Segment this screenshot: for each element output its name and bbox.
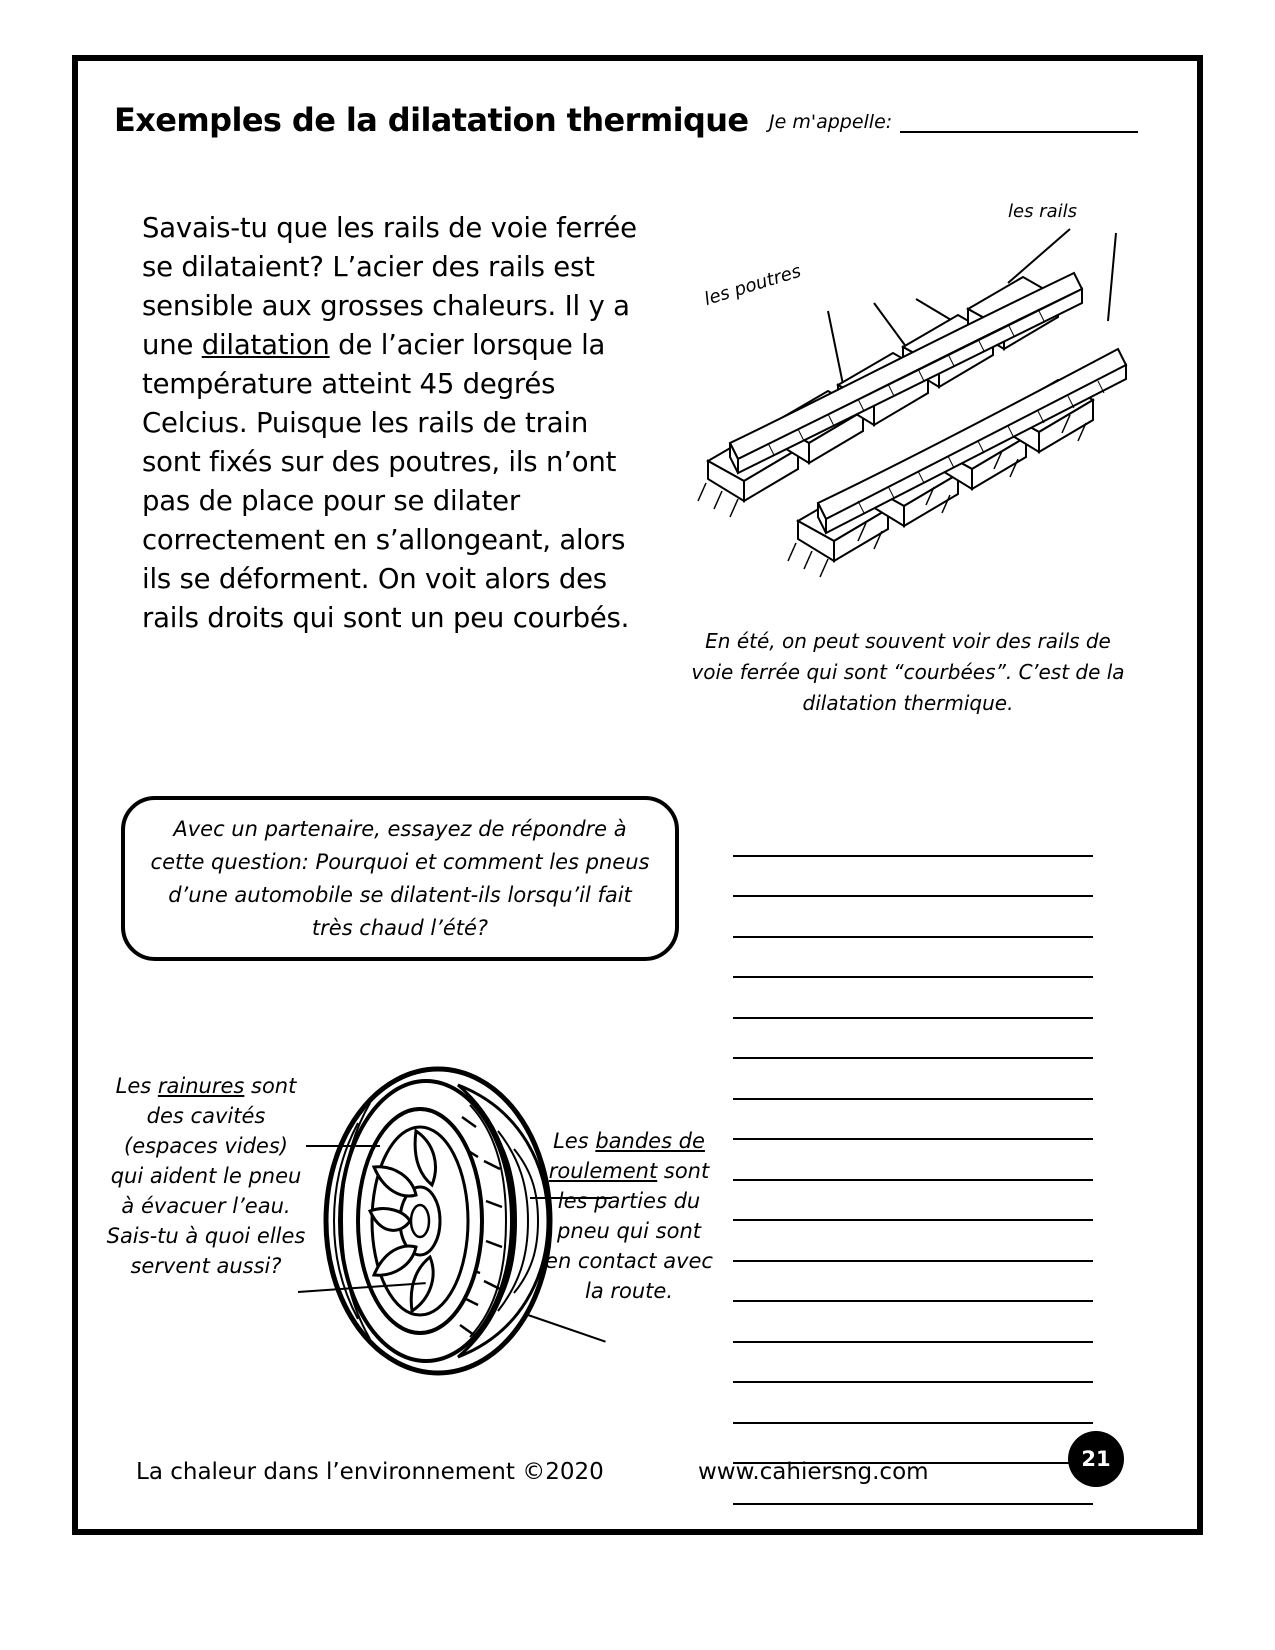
railway-illustration — [678, 171, 1138, 611]
tire-leader-line-left-top — [306, 1145, 380, 1147]
name-label: Je m'appelle: — [769, 111, 893, 133]
label-les-poutres: les poutres — [701, 260, 804, 310]
tire-left-segment-2: sont des cavités (espaces vides) qui aident le pneu à évacuer l’eau. Sais-tu à quoi elles servent aussi? — [106, 1074, 306, 1278]
paragraph-underlined-term: dilatation — [201, 329, 330, 361]
tire-right-segment-2: sont les parties du pneu qui sont en contact avec la route. — [545, 1159, 713, 1303]
footer-website: www.cahiersng.com — [698, 1459, 929, 1485]
railway-caption: En été, on peut souvent voir des rails de voie ferrée qui sont “courbées”. C’est de la dilatation thermique. — [691, 629, 1125, 715]
tire-svg — [308, 1061, 568, 1381]
tire-grooves-annotation — [106, 1071, 306, 1281]
answer-line[interactable] — [733, 1100, 1093, 1141]
worksheet-page — [72, 55, 1203, 1535]
answer-lines — [733, 816, 1093, 1505]
tire-left-underlined-term: rainures — [157, 1074, 245, 1098]
answer-line[interactable] — [733, 978, 1093, 1019]
discussion-bubble-text: Avec un partenaire, essayez de répondre à cette question: Pourquoi et comment les pneus d’une automobile se dilatent-ils lorsqu’il fait très chaud l’été? — [150, 816, 650, 940]
page-title: Exemples de la dilatation thermique — [114, 101, 749, 139]
answer-line[interactable] — [733, 1343, 1093, 1384]
label-les-rails: les rails — [1008, 201, 1077, 222]
answer-line[interactable] — [733, 1221, 1093, 1262]
answer-line[interactable] — [733, 1059, 1093, 1100]
page-header — [114, 101, 1164, 161]
tire-right-segment-1: Les — [553, 1129, 596, 1153]
answer-line[interactable] — [733, 816, 1093, 857]
footer-copyright: La chaleur dans l’environnement ©2020 — [136, 1459, 604, 1485]
name-input-line[interactable] — [900, 111, 1138, 133]
tire-illustration — [308, 1061, 568, 1381]
tire-tread-annotation — [543, 1126, 715, 1306]
answer-line[interactable] — [733, 1262, 1093, 1303]
railway-svg — [678, 171, 1138, 611]
paragraph-segment-2: de l’acier lorsque la température atteint 45 degrés Celcius. Puisque les rails de train sont fixés sur des poutres, ils n’ont pas de place pour se dilater correctement en s’allongeant, alors ils se déforment. On voit alors des rails droits qui sont un peu courbés. — [142, 329, 630, 634]
answer-line[interactable] — [733, 1302, 1093, 1343]
tire-right-underlined-term: bandes de roulement — [548, 1129, 705, 1183]
tire-left-segment-1: Les — [115, 1074, 158, 1098]
answer-line[interactable] — [733, 857, 1093, 898]
answer-line[interactable] — [733, 1383, 1093, 1424]
discussion-bubble — [121, 796, 679, 961]
answer-line[interactable] — [733, 938, 1093, 979]
answer-line[interactable] — [733, 897, 1093, 938]
paragraph-segment-1: Savais-tu que les rails de voie ferrée se dilataient? L’acier des rails est sensible aux grosses chaleurs. Il y a une — [142, 212, 637, 361]
answer-line[interactable] — [733, 1424, 1093, 1465]
answer-line[interactable] — [733, 1140, 1093, 1181]
answer-line[interactable] — [733, 1181, 1093, 1222]
page-number-badge: 21 — [1068, 1431, 1124, 1487]
answer-line[interactable] — [733, 1019, 1093, 1060]
name-field-group — [769, 111, 1138, 133]
main-paragraph — [142, 209, 642, 638]
